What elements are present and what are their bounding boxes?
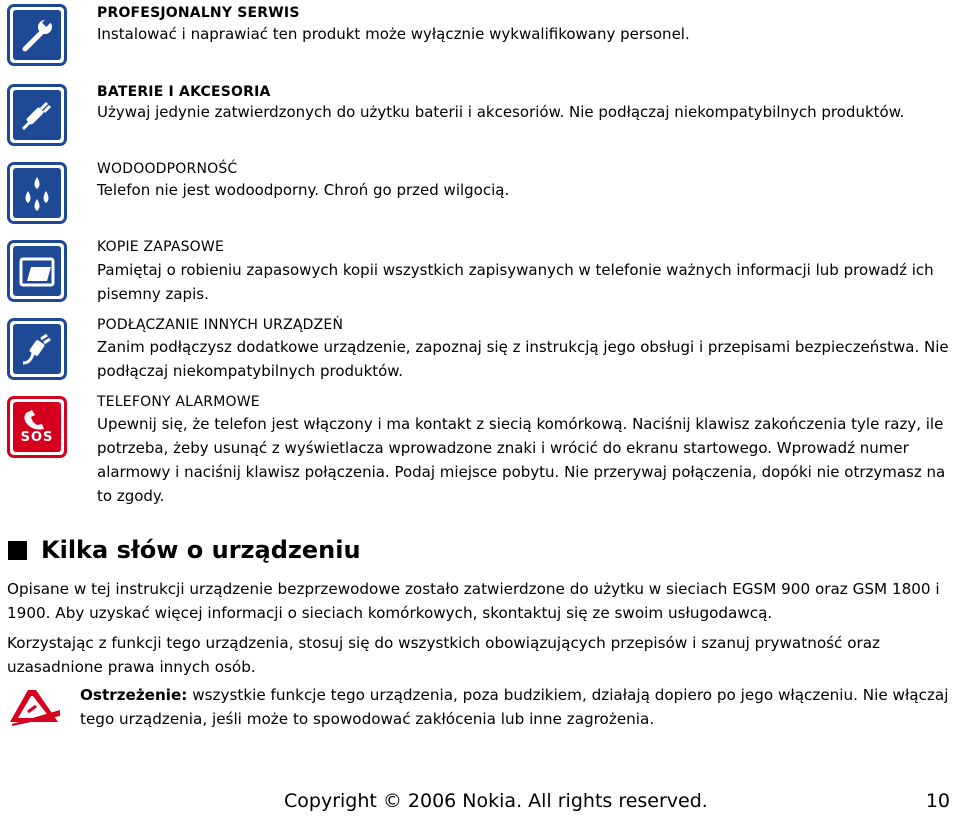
page-number: 10 (925, 790, 950, 812)
item-text: Zanim podłączysz dodatkowe urządzenie, zapoznaj się z instrukcją jego obsługi i przepisami bezpieczeństwa. Nie podłączaj niekompatybilnych produktów. (97, 338, 949, 380)
warning-icon (6, 688, 62, 726)
item-text: Używaj jedynie zatwierdzonych do użytku baterii i akcesoriów. Nie podłączaj niekompatybilnych produktów. (97, 103, 905, 121)
sos-label: SOS (20, 430, 54, 445)
plug-connect-icon (7, 318, 67, 380)
sos-phone-icon (7, 396, 67, 458)
section-title (8, 536, 361, 564)
item-heading: PROFESJONALNY SERWIS (97, 5, 300, 21)
paragraph: Opisane w tej instrukcji urządzenie bezprzewodowe zostało zatwierdzone do użytku w sieciach EGSM 900 oraz GSM 1800 i 1900. Aby uzyskać więcej informacji o sieciach komórkowych, skontaktuj się ze swoim usługodawcą. (7, 580, 940, 622)
copyright-footer: Copyright © 2006 Nokia. All rights reserved. (284, 790, 708, 812)
folder-backup-icon (7, 240, 67, 302)
paragraph: Korzystając z funkcji tego urządzenia, stosuj się do wszystkich obowiązujących przepisów i szanuj prywatność oraz uzasadnione prawa innych osób. (7, 634, 881, 676)
item-heading: PODŁĄCZANIE INNYCH URZĄDZEŃ (97, 317, 344, 333)
warning-body: wszystkie funkcje tego urządzenia, poza budzikiem, działają dopiero po jego włączeniu. Nie włączaj tego urządzenia, jeśli może to spowodować zakłócenia lub inne zagrożenia. (80, 686, 949, 728)
item-heading: KOPIE ZAPASOWE (97, 239, 224, 255)
item-heading: TELEFONY ALARMOWE (97, 394, 260, 410)
warning-text (80, 683, 950, 731)
item-text: Instalować i naprawiać ten produkt może wyłącznie wykwalifikowany personel. (97, 25, 690, 43)
item-heading: WODOODPORNOŚĆ (97, 161, 238, 177)
item-heading: BATERIE I AKCESORIA (97, 84, 271, 100)
water-drops-icon (7, 162, 67, 224)
warning-label: Ostrzeżenie: (80, 686, 188, 704)
section-title-text: Kilka słów o urządzeniu (41, 536, 361, 564)
item-text: Telefon nie jest wodoodporny. Chroń go przed wilgocią. (97, 181, 510, 199)
battery-charger-icon (7, 84, 67, 146)
item-text: Upewnij się, że telefon jest włączony i ma kontakt z siecią komórkową. Naciśnij klawisz zakończenia tyle razy, ile potrzeba, żeby usunąć z wyświetlacza wprowadzone znaki i wrócić do ekranu startowego. Wprowadź numer alarmowy i naciśnij klawisz połączenia. Podaj miejsce pobytu. Nie przerywaj połączenia, dopóki nie otrzymasz na to zgody. (97, 415, 946, 505)
wrench-icon (7, 4, 67, 66)
bullet-square-icon (8, 541, 27, 560)
item-text: Pamiętaj o robieniu zapasowych kopii wszystkich zapisywanych w telefonie ważnych informacji lub prowadź ich pisemny zapis. (97, 261, 934, 303)
